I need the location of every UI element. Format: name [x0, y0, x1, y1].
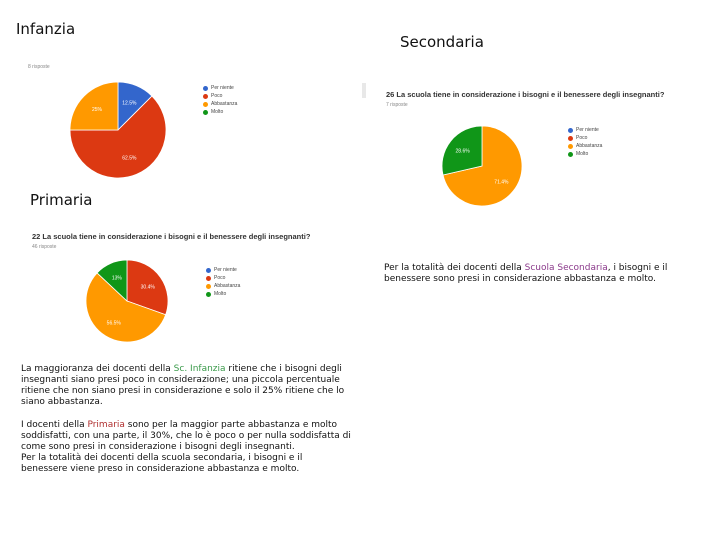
school-name: Scuola Secondaria: [524, 263, 608, 273]
paragraph-primaria: [21, 420, 351, 453]
legend-label: Per niente: [214, 267, 237, 273]
legend-item-molto: [203, 108, 237, 116]
legend-dot: [206, 284, 211, 289]
legend-label: Poco: [214, 275, 226, 281]
pie-slice-label: 62.5%: [122, 155, 137, 162]
school-name: Primaria: [87, 420, 125, 430]
legend-label: Abbastanza: [576, 143, 603, 149]
main-summary: [21, 364, 351, 475]
heading-primaria: Primaria: [30, 191, 93, 209]
summary-text: , i bisogni e il benessere sono presi in considerazione abbastanza e molto.: [384, 263, 668, 284]
legend-label: Poco: [576, 135, 588, 141]
secondaria-responses: 7 risposte: [386, 102, 408, 108]
secondaria-chart-panel: [384, 86, 704, 206]
legend-item-per-niente: [206, 266, 240, 274]
legend-item-poco: [206, 274, 240, 282]
secondaria-question: 26 La scuola tiene in considerazione i bisogni e il benessere degli insegnanti?: [386, 90, 665, 99]
legend-item-poco: [568, 134, 602, 142]
legend-item-per-niente: [203, 84, 237, 92]
legend-item-abbastanza: [568, 142, 602, 150]
legend-item-per-niente: [568, 126, 602, 134]
legend-item-molto: [568, 150, 602, 158]
pie-slice-label: 56.5%: [106, 320, 121, 327]
legend-label: Molto: [576, 151, 589, 157]
infanzia-pie: [68, 80, 168, 180]
pie-slice-label: 30.4%: [140, 284, 155, 291]
primaria-responses: 46 risposte: [32, 244, 57, 250]
summary-text: Per la totalità dei docenti della: [384, 263, 525, 273]
summary-text: I docenti della: [21, 420, 88, 430]
legend-dot: [203, 110, 208, 115]
infanzia-legend: [203, 84, 237, 116]
paragraph-secondaria: Per la totalità dei docenti della scuola secondaria, i bisogni e il benessere viene preso in considerazione abbastanza e molto.: [21, 453, 303, 474]
legend-label: Molto: [211, 109, 224, 115]
legend-label: Abbastanza: [211, 101, 238, 107]
school-name: Sc. Infanzia: [173, 364, 226, 374]
secondaria-edge-mark: [362, 83, 366, 98]
pie-slice-label: 12.5%: [122, 100, 137, 107]
summary-text: La maggioranza dei docenti della: [21, 364, 174, 374]
legend-label: Poco: [211, 93, 223, 99]
primaria-pie: [84, 258, 170, 344]
heading-infanzia: Infanzia: [16, 20, 76, 38]
pie-slice-label: 28.6%: [455, 148, 470, 155]
summary-text: sono per la maggior parte abbastanza e molto soddisfatti, con una parte, il 30%, che lo è poco o per nulla soddisfatta di come sono presi in considerazione i bisogni degli insegnanti.: [21, 420, 351, 452]
heading-secondaria: Secondaria: [400, 33, 484, 51]
summary-text: ritiene che i bisogni degli insegnanti siano presi poco in considerazione; una piccola percentuale ritiene che non siano presi in considerazione e solo il 25% ritiene che lo siano abbastanza.: [21, 364, 345, 407]
legend-dot: [203, 94, 208, 99]
legend-dot: [206, 268, 211, 273]
secondaria-legend: [568, 126, 602, 158]
legend-label: Per niente: [211, 85, 234, 91]
legend-item-molto: [206, 290, 240, 298]
legend-label: Molto: [214, 291, 227, 297]
pie-slice-label: 25%: [91, 106, 102, 113]
legend-dot: [206, 276, 211, 281]
primaria-chart-panel: [32, 228, 332, 348]
paragraph-infanzia: [21, 364, 351, 408]
legend-dot: [203, 86, 208, 91]
legend-item-abbastanza: [206, 282, 240, 290]
legend-item-abbastanza: [203, 100, 237, 108]
primaria-legend: [206, 266, 240, 298]
infanzia-responses: 8 risposte: [28, 64, 50, 70]
secondaria-pie: [440, 124, 524, 208]
pie-slice-label: 71.4%: [494, 179, 509, 186]
legend-dot: [568, 144, 573, 149]
infanzia-chart-panel: [28, 62, 258, 187]
secondaria-summary: [384, 263, 702, 285]
primaria-question: 22 La scuola tiene in considerazione i bisogni e il benessere degli insegnanti?: [32, 232, 311, 241]
legend-dot: [568, 152, 573, 157]
legend-label: Abbastanza: [214, 283, 241, 289]
legend-dot: [568, 128, 573, 133]
legend-dot: [568, 136, 573, 141]
legend-item-poco: [203, 92, 237, 100]
pie-slice-label: 13%: [111, 275, 122, 282]
legend-label: Per niente: [576, 127, 599, 133]
legend-dot: [206, 292, 211, 297]
legend-dot: [203, 102, 208, 107]
